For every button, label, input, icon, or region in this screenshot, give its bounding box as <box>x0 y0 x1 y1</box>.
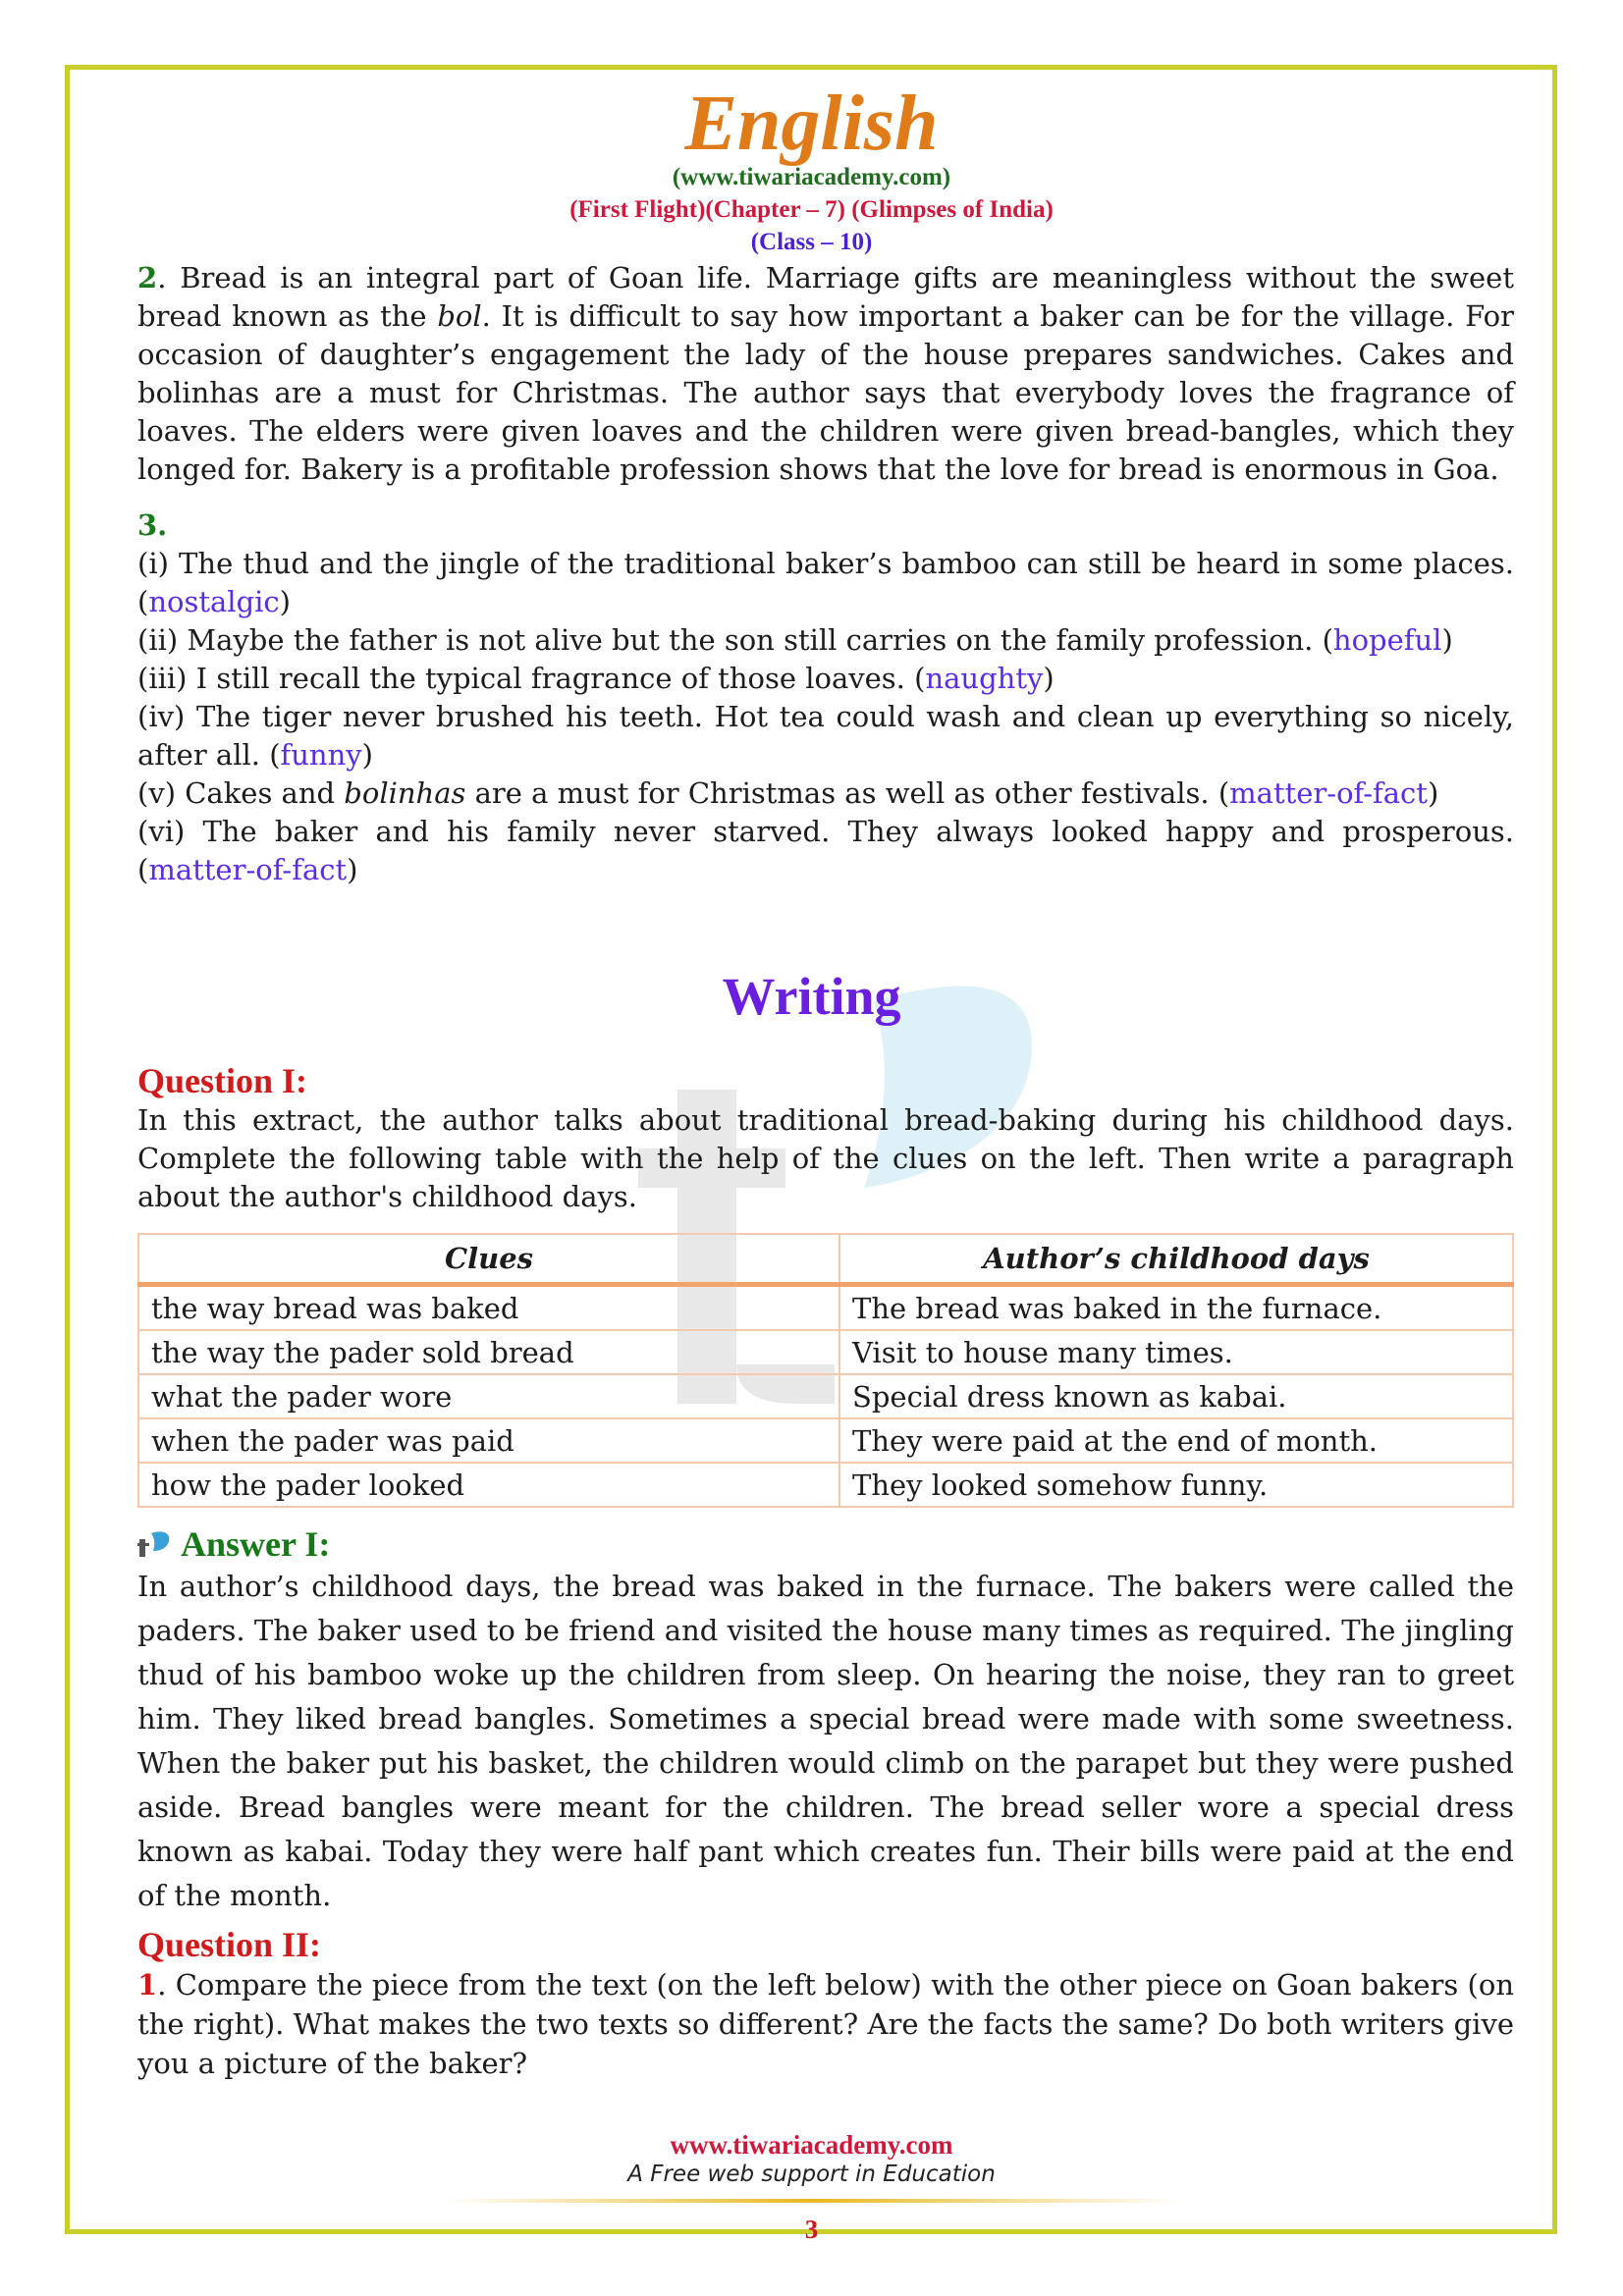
column-header-clues: Clues <box>138 1234 839 1285</box>
table-row <box>138 1463 1513 1507</box>
answer-3-block <box>137 507 1514 889</box>
table-cell: Visit to house many times. <box>839 1330 1513 1374</box>
table-cell: They were paid at the end of month. <box>839 1418 1513 1463</box>
question-2-number: 1 <box>137 1968 158 2002</box>
quill-icon <box>137 1529 171 1559</box>
answer-3-item <box>137 813 1514 889</box>
question-1-block <box>137 1060 1514 1216</box>
item-close: ) <box>347 853 358 886</box>
answer-1-block <box>137 1523 1514 1918</box>
question-2-text <box>137 1965 1514 2083</box>
tone-label: funny <box>280 738 362 772</box>
answer-3-item <box>137 545 1514 621</box>
footer-site-link[interactable]: www.tiwariacademy.com <box>670 2130 953 2160</box>
question-1-text: In this extract, the author talks about traditional bread-baking during his childhood days. Complete the following table with the help of the clues on the left. Then write a paragraph about the author's childhood days. <box>137 1103 1514 1213</box>
answer-2-text-a: . Bread is an integral part of Goan life. Marriage gifts are meaningless without the sweet bread known as the <box>137 261 1514 333</box>
answer-1-label: Answer I: <box>181 1524 331 1564</box>
answer-3-item <box>137 660 1514 698</box>
clues-table <box>137 1233 1514 1508</box>
answer-1-text: In author’s childhood days, the bread was baked in the furnace. The bakers were called the paders. The baker used to be friend and visited the house many times as required. The jingling thud of his bamboo woke up the children from sleep. On hearing the noise, they ran to greet him. They liked bread bangles. Sometimes a special bread were made with some sweetness. When the baker put his basket, the children would climb on the parapet but they were pushed aside. Bread bangles were meant for the children. The bread seller wore a special dress known as kabai. Today they were half pant which creates fun. Their bills were paid at the end of the month. <box>137 1570 1514 1912</box>
table-cell: Special dress known as kabai. <box>839 1374 1513 1418</box>
item-text: (iii) I still recall the typical fragrance of those loaves. ( <box>137 662 926 695</box>
item-close: ) <box>361 738 373 772</box>
header-class: (Class – 10) <box>750 229 873 255</box>
table-row <box>138 1330 1513 1374</box>
item-close: ) <box>1441 623 1453 657</box>
tone-label: hopeful <box>1332 623 1442 657</box>
item-text: (i) The thud and the jingle of the traditional baker’s bamboo can still be heard in some places. ( <box>137 547 1514 618</box>
table-cell: the way bread was baked <box>138 1285 839 1331</box>
question-2-body: . Compare the piece from the text (on the left below) with the other piece on Goan bakers (on the right). What makes the two texts so different? Are the facts the same? Do both writers give you a picture of the baker? <box>137 1968 1514 2080</box>
section-heading-writing: Writing <box>722 967 901 1026</box>
tone-label: naughty <box>925 662 1044 695</box>
question-1-label: Question I: <box>137 1061 308 1100</box>
item-text: (ii) Maybe the father is not alive but the son still carries on the family profession. ( <box>137 623 1333 657</box>
answer-2-italic: bol <box>437 299 482 333</box>
column-header-childhood: Author’s childhood days <box>839 1234 1513 1285</box>
item-close: ) <box>279 585 291 618</box>
table-cell: when the pader was paid <box>138 1418 839 1463</box>
item-close: ) <box>1427 776 1439 810</box>
table-row <box>138 1374 1513 1418</box>
item-text: (vi) The baker and his family never starved. They always looked happy and prosperous. ( <box>137 815 1514 886</box>
tone-label: nostalgic <box>148 585 280 618</box>
footer-tagline: A Free web support in Education <box>627 2162 996 2187</box>
tone-label: matter-of-fact <box>1229 776 1428 810</box>
table-cell: the way the pader sold bread <box>138 1330 839 1374</box>
page-number: 3 <box>804 2215 819 2244</box>
answer-3-item <box>137 621 1514 660</box>
answer-2-text-b: . It is difficult to say how important a baker can be for the village. For occasion of daughter’s engagement the lady of the house prepares sandwiches. Cakes and bolinhas are a must for Christmas. The author says that everybody loves the fragrance of loaves. The elders were given loaves and the children were given bread-bangles, which they longed for. Bakery is a profitable profession shows that the love for bread is enormous in Goa. <box>137 299 1514 486</box>
footer-divider <box>442 2199 1181 2203</box>
question-2-label: Question II: <box>137 1925 322 1964</box>
tone-label: matter-of-fact <box>148 853 348 886</box>
table-row <box>138 1285 1513 1331</box>
answer-2-paragraph <box>137 259 1514 489</box>
page-title: English <box>684 80 939 167</box>
answer-2-block <box>137 259 1514 489</box>
answer-3-number: 3. <box>137 508 168 542</box>
answer-3-item <box>137 774 1514 813</box>
answer-3-item <box>137 698 1514 774</box>
table-row <box>138 1418 1513 1463</box>
header-chapter: (First Flight)(Chapter – 7) (Glimpses of India) <box>569 196 1054 223</box>
table-cell: what the pader wore <box>138 1374 839 1418</box>
table-header-row <box>138 1234 1513 1285</box>
table-cell: how the pader looked <box>138 1463 839 1507</box>
item-text-a: (v) Cakes and <box>137 776 345 810</box>
answer-1-heading <box>137 1523 1514 1565</box>
table-cell: They looked somehow funny. <box>839 1463 1513 1507</box>
item-text: are a must for Christmas as well as other festivals. ( <box>465 776 1230 810</box>
item-close: ) <box>1043 662 1055 695</box>
clues-table-wrap <box>137 1233 1514 1508</box>
item-italic: bolinhas <box>344 776 466 810</box>
answer-2-number: 2 <box>137 261 158 294</box>
question-2-block <box>137 1924 1514 2083</box>
header-site[interactable]: (www.tiwariacademy.com) <box>672 164 951 190</box>
item-text: (iv) The tiger never brushed his teeth. Hot tea could wash and clean up everything so nicely, after all. ( <box>137 700 1514 772</box>
table-cell: The bread was baked in the furnace. <box>839 1285 1513 1331</box>
